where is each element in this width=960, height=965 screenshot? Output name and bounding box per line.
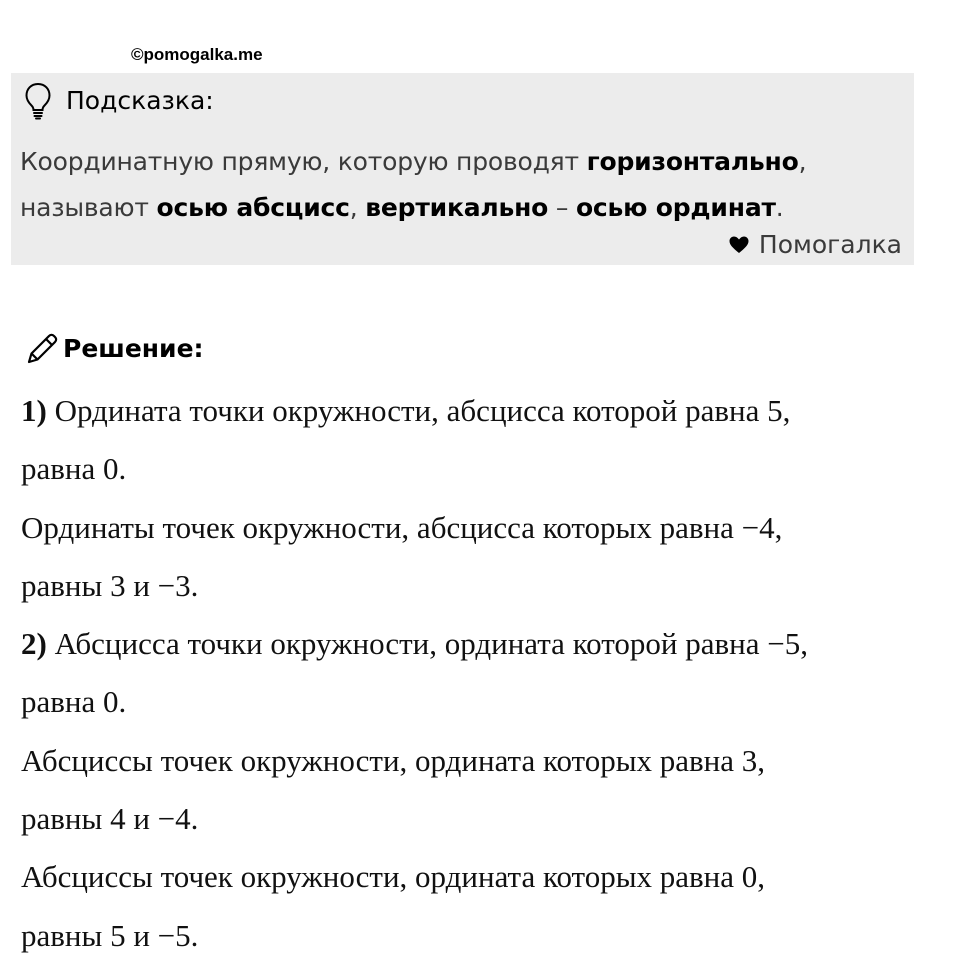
- hint-text-segment: Координатную прямую, которую проводят: [20, 147, 587, 176]
- solution-text: равна 0.: [21, 451, 127, 487]
- watermark: ©pomogalka.me: [131, 45, 263, 64]
- solution-text: равна 0.: [21, 684, 127, 720]
- hint-line-2: [20, 185, 910, 231]
- hint-text-segment: .: [775, 193, 784, 222]
- hint-bold-horizontal: горизонтально: [586, 147, 799, 176]
- hint-bold-vertical: вертикально: [365, 193, 549, 222]
- hint-text-segment: ,: [349, 193, 366, 222]
- hint-header: [24, 81, 214, 121]
- solution-line: [21, 440, 941, 498]
- solution-line: [21, 499, 941, 557]
- solution-line: [21, 732, 941, 790]
- signature: [729, 227, 902, 263]
- hint-box: [11, 73, 914, 265]
- solution-line: [21, 848, 941, 906]
- signature-text: Помогалка: [758, 230, 902, 259]
- item-number: 1): [21, 393, 47, 428]
- hint-text-segment: –: [548, 193, 576, 222]
- solution-text: равны 3 и −3.: [21, 567, 199, 603]
- solution-line: [21, 673, 941, 731]
- solution-line: [21, 790, 941, 848]
- solution-text: Абсциссы точек окружности, ордината которых равна 3,: [21, 742, 766, 778]
- hint-text: [20, 139, 910, 231]
- pencil-icon: [25, 332, 59, 366]
- solution-header: [25, 328, 204, 370]
- solution-text: Абсциссы точек окружности, ордината которых равна 0,: [21, 859, 766, 895]
- item-number: 2): [21, 626, 47, 662]
- solution-text: равны 4 и −4.: [21, 801, 199, 837]
- hint-line-1: [20, 139, 910, 185]
- heart-icon: [729, 236, 749, 254]
- solution-line: [21, 615, 941, 673]
- solution-line: [21, 557, 941, 615]
- hint-text-segment: называют: [20, 193, 157, 222]
- lightbulb-icon: [24, 82, 52, 120]
- solution-text: равны 5 и −5.: [21, 917, 199, 953]
- solution-body: [21, 382, 941, 965]
- hint-text-segment: ,: [798, 147, 807, 176]
- solution-text: Абсцисса точки окружности, ордината которой равна −5,: [46, 626, 808, 662]
- hint-bold-abscissa: осью абсцисс: [156, 193, 350, 222]
- hint-title: Подсказка:: [66, 86, 214, 115]
- solution-title: Решение:: [63, 334, 204, 363]
- hint-bold-ordinate: осью ординат: [575, 193, 776, 222]
- solution-text: Ординаты точек окружности, абсцисса которых равна −4,: [21, 509, 783, 545]
- solution-line: [21, 382, 941, 440]
- solution-line: [21, 907, 941, 965]
- solution-text: Ордината точки окружности, абсцисса которой равна 5,: [46, 393, 791, 428]
